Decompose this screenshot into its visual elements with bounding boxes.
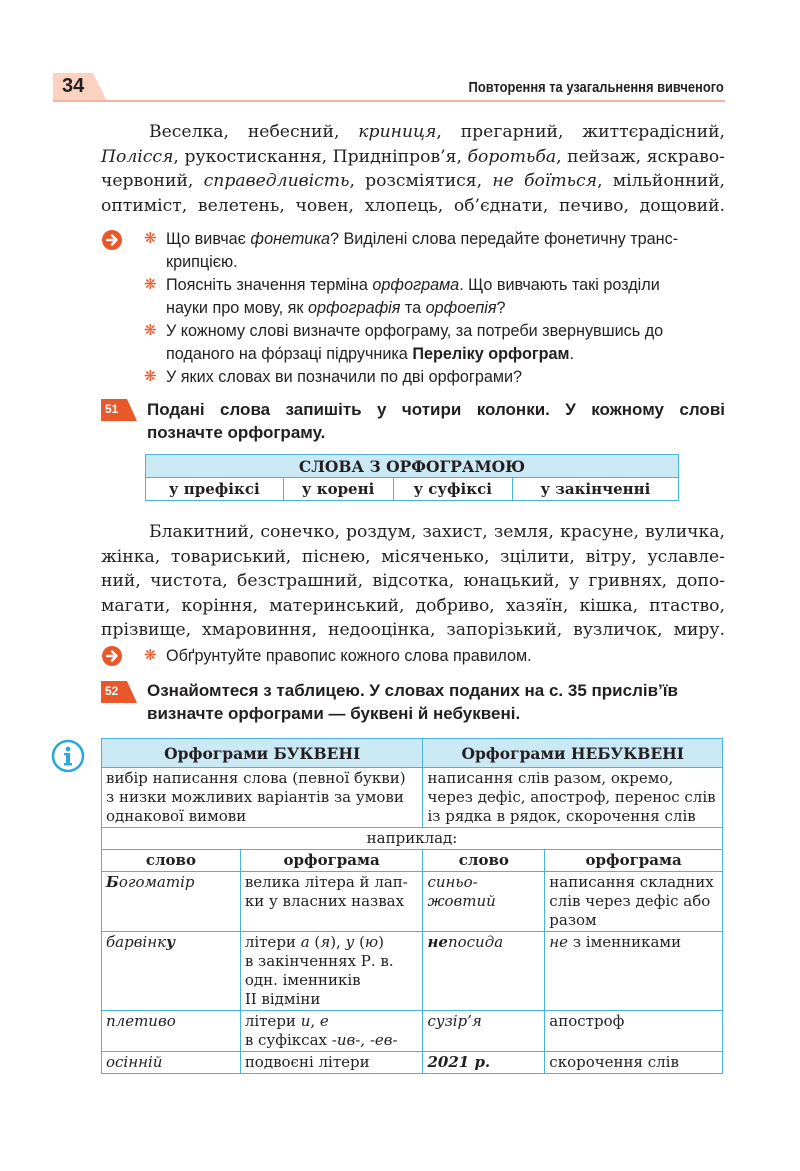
asterisk-bullet-icon: ❋ [144, 230, 157, 247]
table-cell-spelling: літери а (я), у (ю) в закінченнях Р. в. одн. іменників ІІ відміни [240, 932, 423, 1011]
header-rule [53, 100, 725, 102]
exercise-51-instruction: Подані слова запишіть у чотири колонки. У кожному слові позначте орфограму. [147, 400, 725, 442]
table-cell-spelling: не з іменниками [545, 932, 723, 1011]
table-column-header: орфограма [240, 850, 423, 872]
exercise-number: 52 [105, 684, 119, 698]
word-list-paragraph-1: Веселка, небесний, криниця, прегарний, життєрадісний, Полісся, рукостискання, Придніпров’я, боротьба, пейзаж, яскраво- червоний, справедливість, розсміятися, не боїться, мільйонний, оптиміст, велетень, човен, хлопець, об’єднати, печиво, дощовий. [101, 122, 725, 216]
task-item: ❋ У яких словах ви позначили по дві орфограми? [144, 366, 725, 389]
table-column-header: у префіксі [146, 478, 284, 501]
table-cell-word: осінній [102, 1052, 241, 1074]
asterisk-bullet-icon: ❋ [144, 276, 157, 293]
table-title: СЛОВА З ОРФОГРАМОЮ [146, 455, 679, 478]
word-list-paragraph-2: Блакитний, сонечко, роздум, захист, земля, красуне, вуличка, жінка, товариський, піснею, місяченько, зцілити, вітру, уславле- ний, чистота, безстрашний, відсотка, юнацький, у гривнях, допо- магати, коріння, материнський, добриво, хазяїн, кішка, птаство, прізвище, хмаровиння, недооцінка, запорізький, вузличок, миру. [101, 522, 725, 640]
table-column-header: у суфіксі [393, 478, 512, 501]
table-example-label: наприклад: [102, 828, 723, 850]
asterisk-bullet-icon: ❋ [144, 647, 157, 664]
table-column-header: у корені [283, 478, 393, 501]
spelling-category-table [145, 454, 679, 501]
table-cell-spelling: літери и, е в суфіксах -ив-, -ев- [240, 1011, 423, 1052]
table-cell-word: синьо-жовтий [423, 872, 545, 932]
task-item: ❋ Що вивчає фонетика? Виділені слова передайте фонетичну транс- крипцією. [144, 230, 679, 271]
table-cell-spelling: подвоєні літери [240, 1052, 423, 1074]
table-row [102, 1011, 723, 1052]
table-row [102, 932, 723, 1011]
table-column-header: у закінченні [512, 478, 678, 501]
task-item: ❋ У кожному слові визначте орфограму, за потреби звернувшись до поданого на фо́рзаці підручника Переліку орфограм. [144, 322, 664, 363]
table-cell-spelling: апостроф [545, 1011, 723, 1052]
asterisk-bullet-icon: ❋ [144, 322, 157, 339]
task-list-1 [144, 228, 725, 390]
arrow-right-circle-icon [101, 229, 123, 251]
info-icon [51, 739, 85, 773]
table-cell-word: сузір’я [423, 1011, 545, 1052]
table-column-header: слово [102, 850, 241, 872]
table-row [102, 1052, 723, 1074]
table-cell-spelling: скорочення слів [545, 1052, 723, 1074]
table-cell-word: непосида [423, 932, 545, 1011]
page-number: 34 [62, 75, 85, 97]
task-item: ❋ Обґрунтуйте правопис кожного слова правилом. [144, 645, 725, 668]
arrow-right-circle-icon [101, 645, 123, 667]
table-cell-word: плетиво [102, 1011, 241, 1052]
task-item: ❋ Поясніть значення терміна орфограма. Що вивчають такі розділи науки про мову, як орфографія та орфоепія? [144, 276, 660, 317]
table-header-nonletter-spellings: Орфограми НЕБУКВЕНІ [423, 739, 723, 768]
table-header-letter-spellings: Орфограми БУКВЕНІ [102, 739, 423, 768]
table-cell-word: барвінку [102, 932, 241, 1011]
running-title: Повторення та узагальнення вивченого [468, 79, 724, 96]
table-cell-word: 2021 р. [423, 1052, 545, 1074]
table-column-header: слово [423, 850, 545, 872]
table-row [102, 872, 723, 932]
table-description-right: написання слів разом, окремо, через дефіс, апостроф, перенос слів із рядка в рядок, скорочення слів [423, 768, 723, 828]
table-column-header: орфограма [545, 850, 723, 872]
task-list-2 [144, 645, 725, 669]
exercise-52-instruction: Ознайомтеся з таблицею. У словах поданих на с. 35 прислів’їв визначте орфограми — буквені й небуквені. [147, 681, 678, 723]
table-cell-spelling: написання складних слів через дефіс або разом [545, 872, 723, 932]
table-description-left: вибір написання слова (певної букви) з низки можливих варіантів за умови однакової вимови [102, 768, 423, 828]
exercise-number: 51 [105, 402, 119, 416]
asterisk-bullet-icon: ❋ [144, 368, 157, 385]
table-cell-spelling: велика літера й лап- ки у власних назвах [240, 872, 423, 932]
spelling-types-table [101, 738, 723, 1074]
table-cell-word: Богоматір [102, 872, 241, 932]
